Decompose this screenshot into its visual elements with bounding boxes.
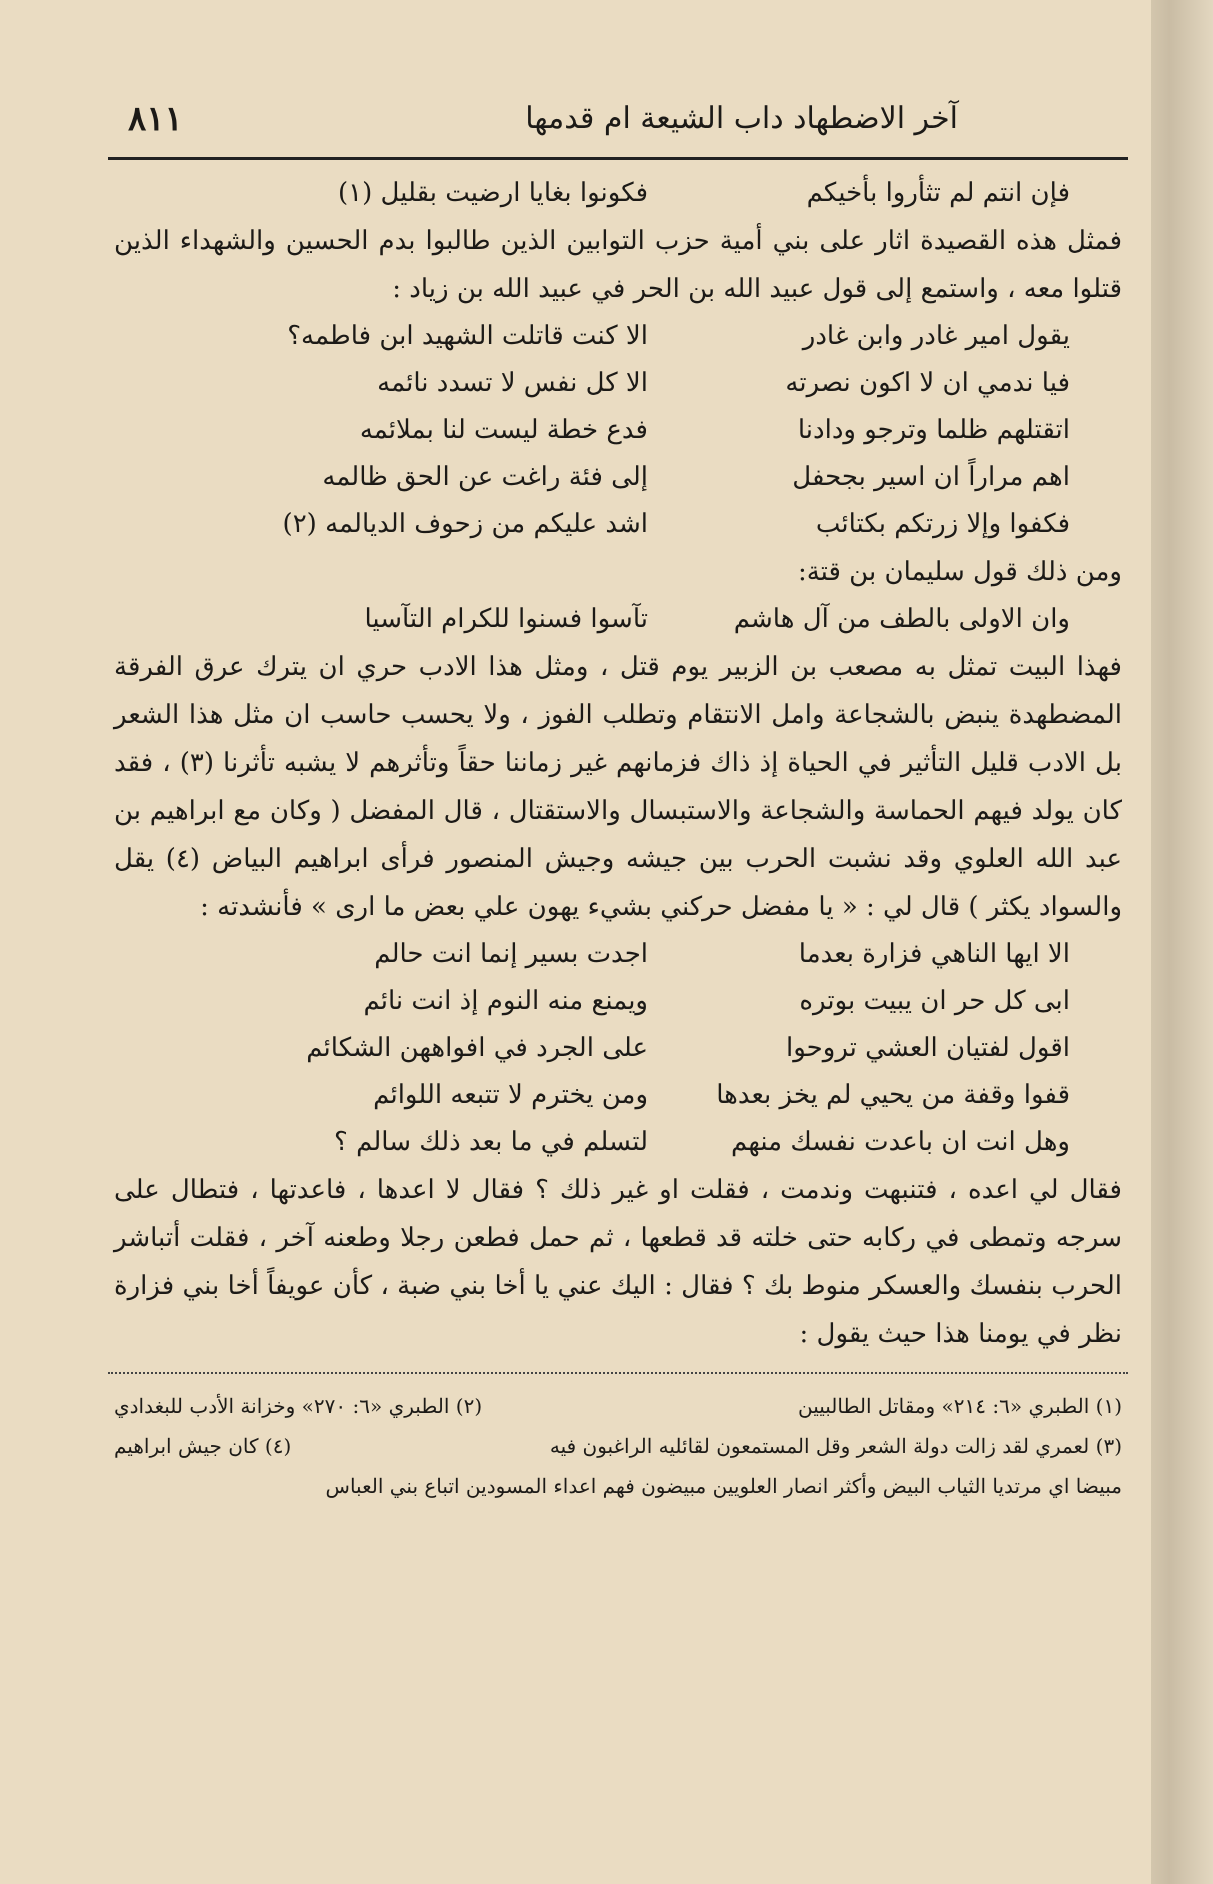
footnote-4: (٤) كان جيش ابراهيم bbox=[114, 1434, 292, 1458]
verse-line bbox=[108, 1072, 1128, 1119]
verse-line bbox=[108, 596, 1128, 643]
footnote-line bbox=[114, 1426, 1122, 1466]
verse-second-hemistich: اشد عليكم من زحوف الديالمه (٢) bbox=[282, 509, 648, 539]
verse-first-hemistich: اتقتلهم ظلما وترجو ودادنا bbox=[797, 415, 1070, 445]
verse-line bbox=[108, 978, 1128, 1025]
running-title: آخر الاضطهاد داب الشيعة ام قدمها bbox=[525, 101, 958, 136]
verse-second-hemistich: على الجرد في افواههن الشكائم bbox=[306, 1033, 648, 1063]
verse-second-hemistich: ومن يخترم لا تتبعه اللوائم bbox=[373, 1080, 648, 1110]
verse-first-hemistich: قفوا وقفة من يحيي لم يخز بعدها bbox=[716, 1080, 1070, 1110]
verse-line bbox=[108, 360, 1128, 407]
verse-line bbox=[108, 1119, 1128, 1166]
verse-line bbox=[108, 407, 1128, 454]
verse-second-hemistich: فكونوا بغايا ارضيت بقليل (١) bbox=[337, 178, 648, 208]
verse-line bbox=[108, 501, 1128, 548]
footnote-separator bbox=[108, 1372, 1128, 1374]
prose-paragraph: فمثل هذه القصيدة اثار على بني أمية حزب التوابين الذين طالبوا بدم الحسين والشهداء الذين قتلوا معه ، واستمع إلى قول عبيد الله بن الحر في عبيد الله بن زياد : bbox=[114, 226, 1122, 304]
prose-paragraph: فقال لي اعده ، فتنبهت وندمت ، فقلت او غير ذلك ؟ فقال لا اعدها ، فاعدتها ، فتطال على سرجه وتمطى في ركابه حتى خلته قد قطعها ، ثم حمل فطعن رجلا وطعنه آخر ، فقلت أتباشر الحرب بنفسك والعسكر منوط بك ؟ فقال : اليك عني يا أخا بني ضبة ، كأن عويفاً أخا بني فزارة نظر في يومنا هذا حيث يقول : bbox=[114, 1175, 1122, 1349]
running-header bbox=[108, 95, 1128, 153]
footnote-1: (١) الطبري «٦: ٢١٤» ومقاتل الطالبيين bbox=[797, 1394, 1122, 1418]
verse-second-hemistich: لتسلم في ما بعد ذلك سالم ؟ bbox=[334, 1127, 648, 1157]
header-rule bbox=[108, 157, 1128, 160]
verse-first-hemistich: وهل انت ان باعدت نفسك منهم bbox=[731, 1127, 1070, 1157]
verse-first-hemistich: وان الاولى بالطف من آل هاشم bbox=[733, 604, 1070, 634]
verse-line bbox=[108, 170, 1128, 217]
verse-line bbox=[108, 454, 1128, 501]
verse-first-hemistich: ابى كل حر ان يبيت بوتره bbox=[799, 986, 1070, 1016]
verse-first-hemistich: فيا ندمي ان لا اكون نصرته bbox=[785, 368, 1070, 398]
verse-second-hemistich: الا كنت قاتلت الشهيد ابن فاطمه؟ bbox=[287, 321, 648, 351]
verse-first-hemistich: يقول امير غادر وابن غادر bbox=[802, 321, 1070, 351]
verse-line bbox=[108, 1025, 1128, 1072]
footnote-3: (٣) لعمري لقد زالت دولة الشعر وقل المستمعون لقائليه الراغبون فيه bbox=[549, 1434, 1122, 1458]
verse-second-hemistich: الا كل نفس لا تسدد نائمه bbox=[377, 368, 648, 398]
footnote-line bbox=[114, 1386, 1122, 1426]
footnotes bbox=[108, 1386, 1128, 1506]
verse-first-hemistich: فكفوا وإلا زرتكم بكتائب bbox=[815, 509, 1070, 539]
page-number: ٨١١ bbox=[128, 99, 183, 139]
prose-paragraph: فهذا البيت تمثل به مصعب بن الزبير يوم قتل ، ومثل هذا الادب حري ان يترك عرق الفرقة المضطهدة ينبض بالشجاعة وامل الانتقام وتطلب الفوز ، ولا يحسب حاسب ان مثل هذا الشعر بل الادب قليل التأثير في الحياة إذ ذاك فزمانهم غير زماننا حقاً وتأثرهم لا يشبه تأثرنا (٣) ، فقد كان يولد فيهم الحماسة والشجاعة والاستبسال والاستقتال ، قال المفضل ( وكان مع ابراهيم بن عبد الله العلوي وقد نشبت الحرب بين جيشه وجيش المنصور فرأى ابراهيم البياض (٤) يقل والسواد يكثر ) قال لي : « يا مفضل حركني بشيء يهون علي بعض ما ارى » فأنشدته : bbox=[114, 652, 1122, 922]
footnote-2: (٢) الطبري «٦: ٢٧٠» وخزانة الأدب للبغدادي bbox=[114, 1394, 483, 1418]
verse-line bbox=[108, 931, 1128, 978]
verse-first-hemistich: فإن انتم لم تثأروا بأخيكم bbox=[806, 178, 1070, 208]
prose-paragraph: ومن ذلك قول سليمان بن قتة: bbox=[797, 557, 1122, 587]
verse-second-hemistich: اجدت بسير إنما انت حالم bbox=[374, 939, 648, 969]
verse-first-hemistich: الا ايها الناهي فزارة بعدما bbox=[798, 939, 1070, 969]
verse-first-hemistich: اقول لفتيان العشي تروحوا bbox=[786, 1033, 1070, 1063]
footnote-4-continued: مبيضا اي مرتديا الثياب البيض وأكثر انصار العلويين مبيضون فهم اعداء المسودين اتباع بني العباس bbox=[325, 1474, 1122, 1498]
body-text bbox=[108, 170, 1128, 1358]
page-content bbox=[108, 95, 1128, 1506]
verse-second-hemistich: تآسوا فسنوا للكرام التآسيا bbox=[364, 604, 648, 634]
book-spine-shadow bbox=[1151, 0, 1213, 1884]
verse-second-hemistich: ويمنع منه النوم إذ انت نائم bbox=[363, 986, 648, 1016]
verse-line bbox=[108, 313, 1128, 360]
verse-first-hemistich: اهم مراراً ان اسير بجحفل bbox=[792, 462, 1070, 492]
verse-second-hemistich: إلى فئة راغت عن الحق ظالمه bbox=[322, 462, 648, 492]
verse-second-hemistich: فدع خطة ليست لنا بملائمه bbox=[359, 415, 648, 445]
